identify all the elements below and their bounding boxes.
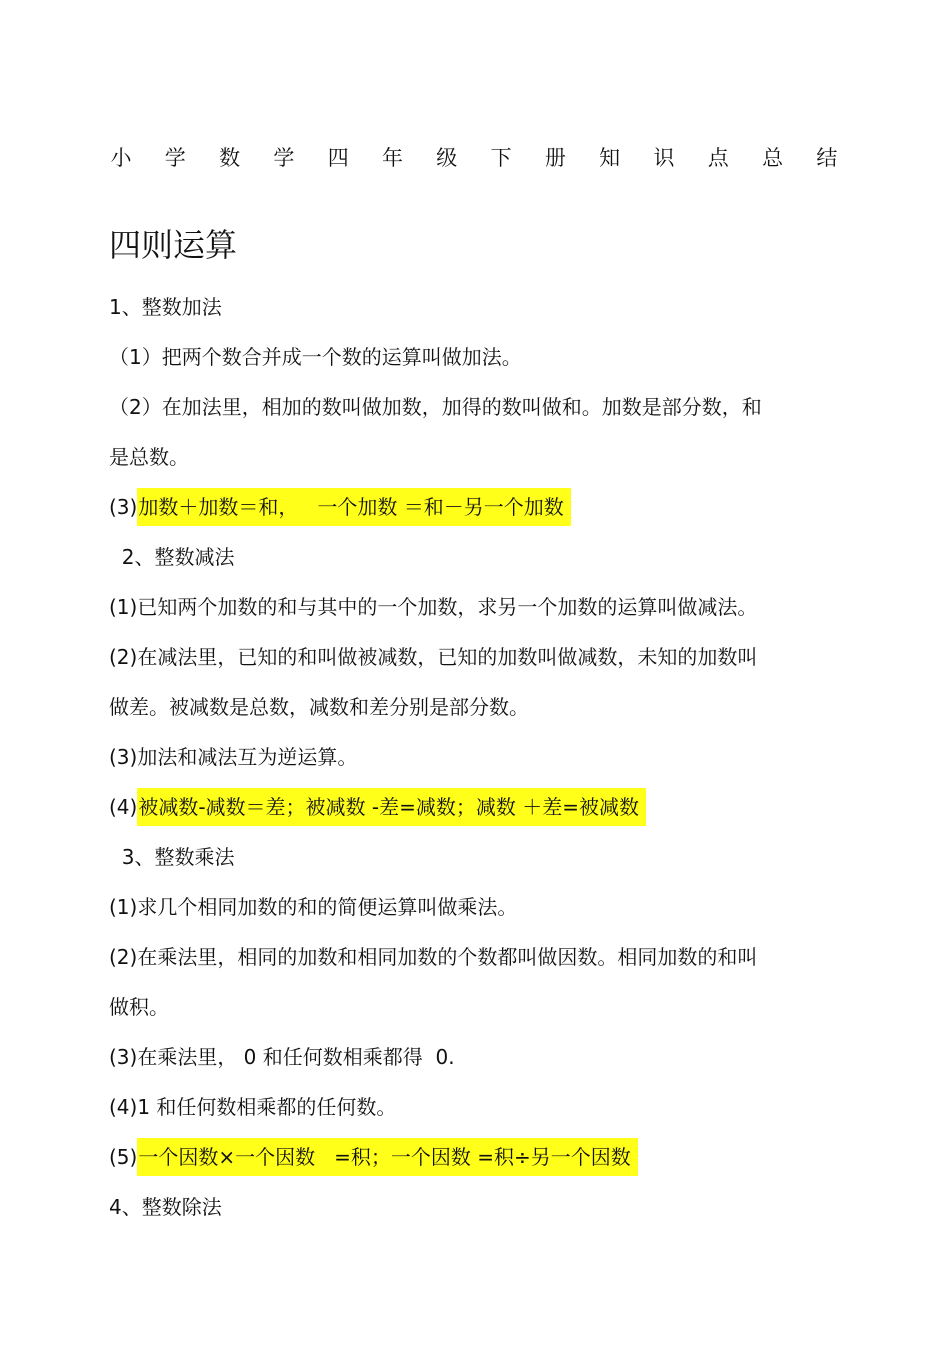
title-char: 结	[816, 146, 838, 170]
line-text: (4)1 和任何数相乘都的任何数。	[109, 1095, 397, 1119]
subheading-addition	[109, 292, 222, 322]
title-char: 册	[544, 146, 566, 170]
title-char: 总	[762, 146, 784, 170]
title-char: 年	[381, 146, 403, 170]
line-text: (2)在减法里，已知的和叫做被减数，已知的加数叫做减数，未知的加数叫	[109, 645, 758, 669]
line-text: (3)在乘法里， 0 和任何数相乘都得 0.	[109, 1045, 455, 1069]
line-text: (3)加法和减法互为逆运算。	[109, 745, 358, 769]
title-char: 小	[110, 146, 132, 170]
title-char: 知	[599, 146, 621, 170]
paragraph-line	[109, 342, 522, 372]
paragraph-line	[109, 592, 757, 622]
title-char: 级	[436, 146, 458, 170]
paragraph-line	[109, 442, 189, 472]
paragraph-line	[109, 942, 757, 972]
line-text: (1)已知两个加数的和与其中的一个加数，求另一个加数的运算叫做减法。	[109, 595, 758, 619]
highlighted-formula: 被减数-减数＝差；被减数 -差=减数；减数 ＋差=被减数	[137, 788, 646, 826]
title-char: 数	[219, 146, 241, 170]
highlighted-formula: 加数＋加数＝和， 一个加数 ＝和－另一个加数	[137, 488, 570, 526]
title-char: 四	[327, 146, 349, 170]
formula-line	[109, 1142, 638, 1172]
line-text: 1、整数加法	[109, 295, 222, 319]
title-char: 学	[164, 146, 186, 170]
subheading-subtraction	[109, 542, 234, 572]
line-text: (5)	[109, 1145, 138, 1169]
paragraph-line	[109, 1092, 396, 1122]
line-text: 是总数。	[109, 445, 189, 469]
paragraph-line	[109, 642, 757, 672]
paragraph-line	[109, 992, 169, 1022]
paragraph-line	[109, 742, 357, 772]
formula-line	[109, 492, 571, 522]
title-char: 识	[653, 146, 675, 170]
line-text: (3)	[109, 495, 138, 519]
subheading-multiplication	[109, 842, 234, 872]
line-text: (4)	[109, 795, 138, 819]
section-heading: 四则运算	[109, 226, 238, 264]
paragraph-line	[109, 692, 529, 722]
formula-line	[109, 792, 646, 822]
paragraph-line	[109, 892, 517, 922]
subheading-division	[109, 1192, 222, 1222]
title-char: 学	[273, 146, 295, 170]
title-char: 点	[707, 146, 729, 170]
line-text: （1）把两个数合并成一个数的运算叫做加法。	[109, 345, 522, 369]
line-text: 3、整数乘法	[109, 845, 235, 869]
line-text: 做积。	[109, 995, 169, 1019]
line-text: （2）在加法里，相加的数叫做加数，加得的数叫做和。加数是部分数，和	[109, 395, 762, 419]
paragraph-line	[109, 1042, 455, 1072]
paragraph-line	[109, 392, 762, 422]
line-text: (1)求几个相同加数的和的简便运算叫做乘法。	[109, 895, 518, 919]
highlighted-formula: 一个因数×一个因数 =积；一个因数 =积÷另一个因数	[137, 1138, 637, 1176]
title-char: 下	[490, 146, 512, 170]
document-title	[110, 143, 838, 173]
line-text: 2、整数减法	[109, 545, 235, 569]
line-text: (2)在乘法里，相同的加数和相同加数的个数都叫做因数。相同加数的和叫	[109, 945, 758, 969]
line-text: 做差。被减数是总数，减数和差分别是部分数。	[109, 695, 529, 719]
line-text: 4、整数除法	[109, 1195, 222, 1219]
